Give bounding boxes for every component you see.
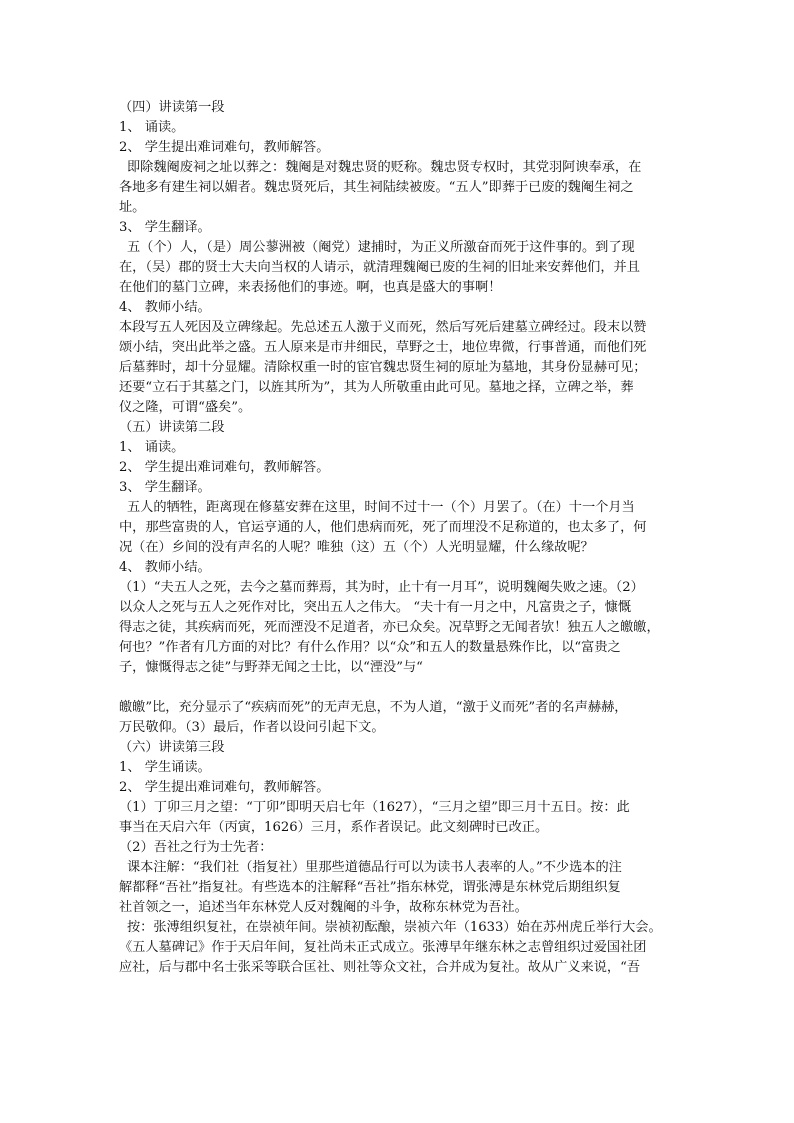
text-line: 各地多有建生祠以媚者。魏忠贤死后，其生祠陆续被废。“五人”即葬于已废的魏阉生祠之 bbox=[119, 180, 634, 195]
text-line: 社首领之一，追述当年东林党人反对魏阉的斗争，故称东林党为吾社。 bbox=[119, 900, 528, 915]
text-line: 五（个）人，（是）周公蓼洲被（阉党）逮捕时，为正义所激奋而死于这件事的。到了现 bbox=[127, 240, 635, 255]
text-line: 何也？”作者有几方面的对比？有什么作用？以“众”和五人的数量悬殊作比，以“富贵之 bbox=[119, 640, 621, 655]
text-line: （六）讲读第三段 bbox=[119, 740, 225, 755]
text-line: 得志之徒，其疾病而死，死而湮没不足道者，亦已众矣。况草野之无闻者欤！独五人之皦皦， bbox=[119, 620, 660, 635]
text-line: 五人的牺牲，距离现在修墓安葬在这里，时间不过十一（个）月罢了。（在）十一个月当 bbox=[127, 500, 635, 515]
text-line: 3、 学生翻译。 bbox=[119, 480, 211, 495]
text-line: 课本注解：“我们社（指复社）里那些道德品行可以为读书人表率的人。”不少选本的注 bbox=[127, 860, 622, 875]
text-line: 在他们的墓门立碑，来表扬他们的事迹。啊，也真是盛大的事啊！ bbox=[119, 280, 502, 295]
text-line: 在，（吴）郡的贤士大夫向当权的人请示，就清理魏阉已废的生祠的旧址来安葬他们，并且 bbox=[119, 260, 640, 275]
text-line: 即除魏阉废祠之址以葬之：魏阉是对魏忠贤的贬称。魏忠贤专权时，其党羽阿谀奉承，在 bbox=[127, 160, 642, 175]
text-line bbox=[119, 678, 679, 698]
text-line: 4、 教师小结。 bbox=[119, 300, 211, 315]
text-line: 2、 学生提出难词难句，教师解答。 bbox=[119, 460, 330, 475]
text-line: 事当在天启六年（丙寅，1626）三月，系作者误记。此文刻碑时已改正。 bbox=[119, 820, 549, 835]
text-line: 3、 学生翻译。 bbox=[119, 220, 211, 235]
text-line: （五）讲读第二段 bbox=[119, 420, 225, 435]
text-line: 子，慷慨得志之徒”与野莽无闻之士比，以“湮没”与“ bbox=[119, 660, 423, 675]
text-line: 万民敬仰。（3）最后，作者以设问引起下文。 bbox=[119, 720, 385, 735]
text-line: 皦皦”比，充分显示了“疾病而死”的无声无息，不为人道，“激于义而死”者的名声赫赫， bbox=[119, 700, 628, 715]
text-line: 中，那些富贵的人，官运亨通的人，他们患病而死，死了而埋没不足称道的，也太多了，何 bbox=[119, 520, 647, 535]
text-line: 1、 诵读。 bbox=[119, 120, 185, 135]
text-line: 颂小结，突出此举之盛。五人原来是市井细民，草野之士，地位卑微，行事普通，而他们死 bbox=[119, 340, 647, 355]
text-line: 还要“立石于其墓之门，以旌其所为”，其为人所敬重由此可见。墓地之择，立碑之举，葬 bbox=[119, 380, 634, 395]
text-line: （2）吾社之行为士先者： bbox=[119, 840, 273, 855]
text-line: 解都释“吾社”指复社。有些选本的注解释“吾社”指东林党，谓张溥是东林党后期组织复 bbox=[119, 880, 621, 895]
text-line: 以众人之死与五人之死作对比，突出五人之伟大。 “夫十有一月之中，凡富贵之子，慷慨 bbox=[119, 600, 632, 615]
text-line: 仪之隆，可谓“盛矣”。 bbox=[119, 400, 252, 415]
text-line: 况（在）乡间的没有声名的人呢？唯独（这）五（个）人光明显耀，什么缘故呢？ bbox=[119, 540, 594, 555]
text-line: 应社，后与郡中名士张采等联合匡社、则社等众文社，合并成为复社。故从广义来说，“吾 bbox=[119, 960, 641, 975]
text-line: 后墓葬时，却十分显耀。清除权重一时的宦官魏忠贤生祠的原址为墓地，其身份显赫可见； bbox=[119, 360, 647, 375]
text-line: 2、 学生提出难词难句，教师解答。 bbox=[119, 140, 330, 155]
text-line: 4、 教师小结。 bbox=[119, 560, 211, 575]
text-line: 本段写五人死因及立碑缘起。先总述五人激于义而死，然后写死后建墓立碑经过。段末以赞 bbox=[119, 320, 647, 335]
document-page bbox=[119, 98, 679, 978]
text-line: （1）丁卯三月之望：“丁卯”即明天启七年（1627），“三月之望”即三月十五日。按：此 bbox=[119, 800, 630, 815]
text-line: 按：张溥组织复社，在崇祯年间。崇祯初酝酿，崇祯六年（1633）始在苏州虎丘举行大会。 bbox=[127, 920, 662, 935]
text-line: 2、 学生提出难词难句，教师解答。 bbox=[119, 780, 330, 795]
text-line: 1、 诵读。 bbox=[119, 440, 185, 455]
text-line: （四）讲读第一段 bbox=[119, 100, 225, 115]
text-line: 址。 bbox=[119, 200, 146, 215]
text-line: 1、 学生诵读。 bbox=[119, 760, 211, 775]
text-line: 《五人墓碑记》作于天启年间，复社尚未正式成立。张溥早年继东林之志曾组织过爱国社团 bbox=[119, 940, 647, 955]
text-line: （1）“夫五人之死，去今之墓而葬焉，其为时，止十有一月耳”，说明魏阉失败之速。（2） bbox=[119, 580, 644, 595]
